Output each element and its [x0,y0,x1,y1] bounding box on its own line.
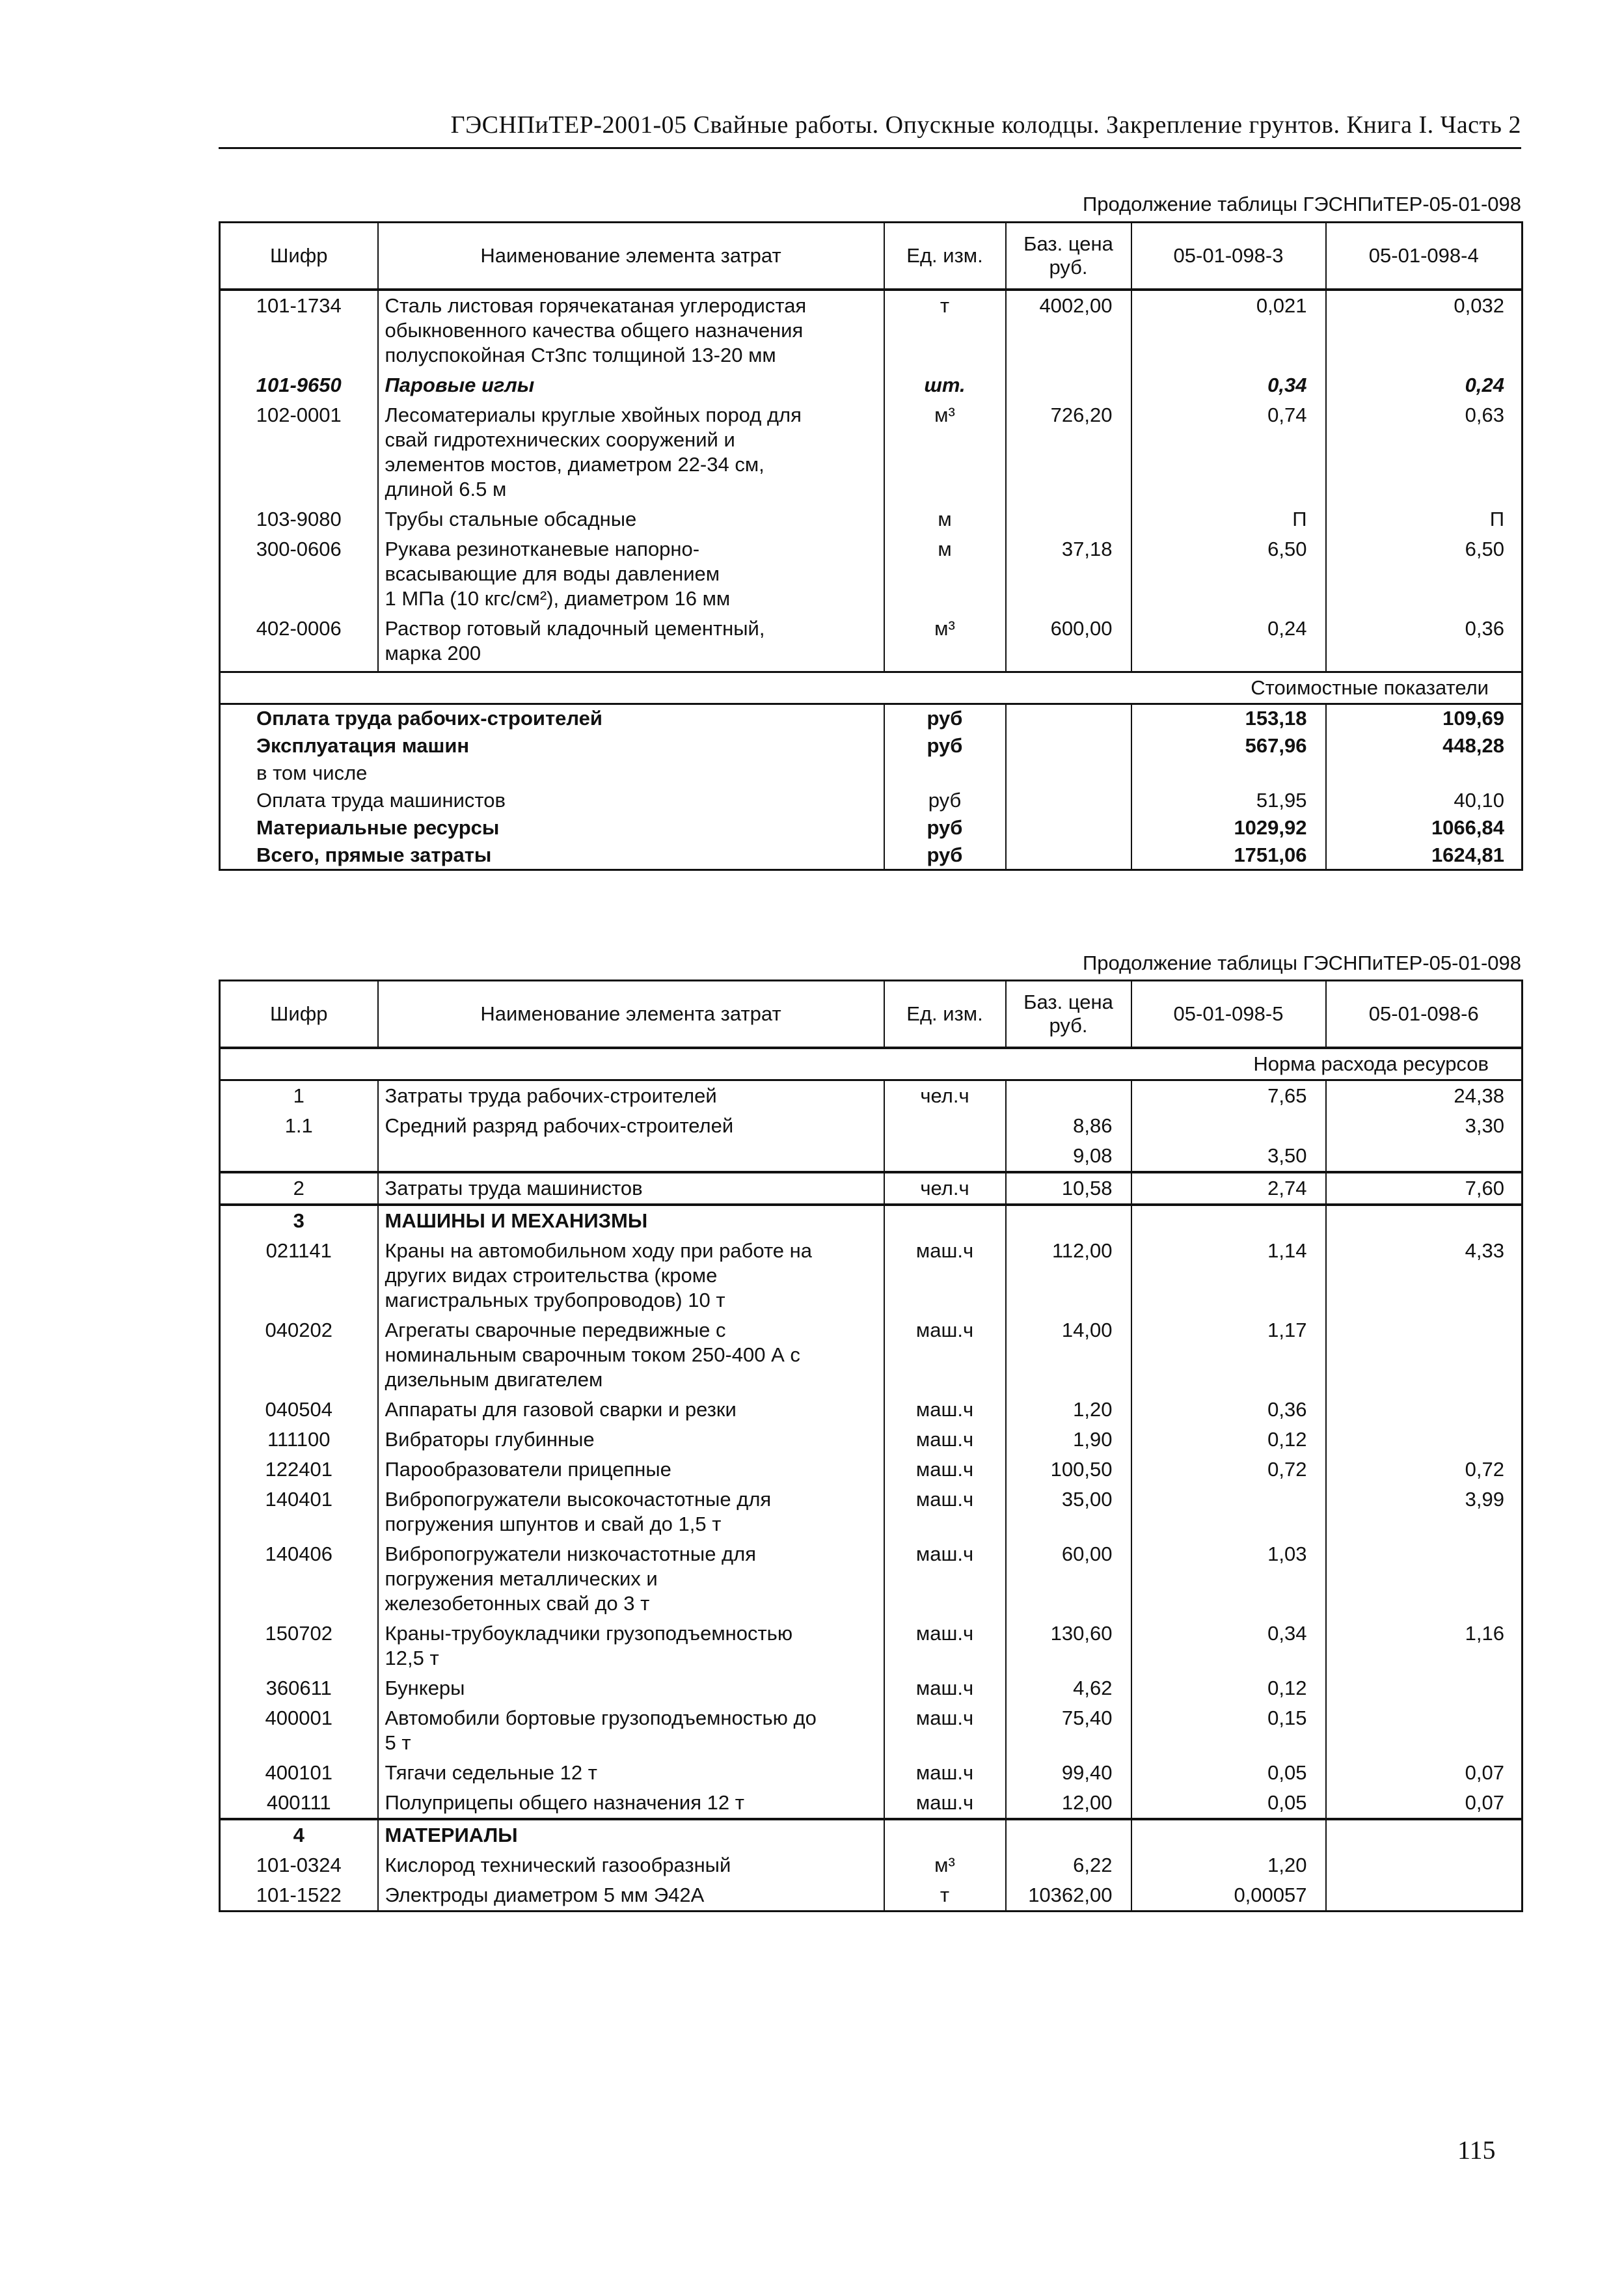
cell-value-b: 6,50 [1326,534,1522,614]
cost-unit: руб [884,787,1006,814]
cost-label: Оплата труда машинистов [220,787,884,814]
cell-base-price: 75,40 [1006,1703,1131,1758]
cell-name: Бункеры [378,1673,884,1703]
cell-value-a: 2,74 [1131,1172,1326,1205]
cell-value-a: 0,34 [1131,370,1326,400]
cell-code: 102-0001 [220,400,378,504]
header-col-5: 05-01-098-5 [1131,981,1326,1049]
cell-unit: м³ [884,1850,1006,1880]
cell-base-price: 1,20 [1006,1395,1131,1425]
cell-code: 140406 [220,1539,378,1619]
header-code: Шифр [220,223,378,290]
cell-unit: маш.ч [884,1455,1006,1485]
cell-unit: м [884,534,1006,614]
cell-value-a [1131,1205,1326,1236]
cell-name: Средний разряд рабочих-строителей [378,1111,884,1141]
cell-value-b [1326,1205,1522,1236]
cell-unit [884,1141,1006,1172]
cell-name: Паровые иглы [378,370,884,400]
cell-value-a: 0,74 [1131,400,1326,504]
cost-base-price [1006,814,1131,842]
cell-code: 360611 [220,1673,378,1703]
table-row [220,1673,1522,1703]
cell-base-price: 8,86 [1006,1111,1131,1141]
cell-value-b [1326,1819,1522,1850]
table-row [220,1539,1522,1619]
cell-value-b [1326,1539,1522,1619]
cell-name: Краны-трубоукладчики грузоподъемностью 12,5 т [378,1619,884,1673]
section-label: Стоимостные показатели [220,672,1522,704]
header-unit: Ед. изм. [884,223,1006,290]
cell-unit: м [884,504,1006,534]
header-name: Наименование элемента затрат [378,981,884,1049]
cell-code: 101-1734 [220,290,378,370]
table-row [220,1485,1522,1539]
header-col-4: 05-01-098-4 [1326,223,1522,290]
cell-base-price: 35,00 [1006,1485,1131,1539]
cell-value-b [1326,1880,1522,1912]
cost-value-4: 40,10 [1326,787,1522,814]
cell-value-a: 0,021 [1131,290,1326,370]
cost-unit: руб [884,842,1006,870]
cell-code: 400001 [220,1703,378,1758]
cost-label: Эксплуатация машин [220,732,884,760]
cell-value-a: 3,50 [1131,1141,1326,1172]
cell-unit: маш.ч [884,1788,1006,1819]
cost-value-4: 448,28 [1326,732,1522,760]
cell-value-b [1326,1395,1522,1425]
table-row [220,1703,1522,1758]
cost-value-3: 51,95 [1131,787,1326,814]
cost-unit: руб [884,814,1006,842]
cost-row [220,732,1522,760]
cell-name: Лесоматериалы круглые хвойных пород для свай гидротехнических сооружений и элементов мостов, диаметром 22-34 см, длиной 6.5 м [378,400,884,504]
cost-value-3: 1029,92 [1131,814,1326,842]
table-header-row [220,981,1522,1049]
cell-unit: маш.ч [884,1539,1006,1619]
cell-unit: маш.ч [884,1395,1006,1425]
cell-name: Агрегаты сварочные передвижные с номинальным сварочным током 250-400 А с дизельным двигателем [378,1315,884,1395]
cell-base-price: 112,00 [1006,1236,1131,1315]
cell-base-price: 10362,00 [1006,1880,1131,1912]
cell-code: 400111 [220,1788,378,1819]
cell-value-a: 0,12 [1131,1425,1326,1455]
cell-value-b: 7,60 [1326,1172,1522,1205]
cell-value-b: П [1326,504,1522,534]
cost-unit: руб [884,704,1006,733]
cell-base-price: 10,58 [1006,1172,1131,1205]
cell-base-price: 4002,00 [1006,290,1131,370]
cell-name [378,1141,884,1172]
cell-value-a: 0,12 [1131,1673,1326,1703]
cost-unit [884,760,1006,787]
cell-name: Тягачи седельные 12 т [378,1758,884,1788]
cost-value-3: 567,96 [1131,732,1326,760]
cell-value-a: 1,20 [1131,1850,1326,1880]
table1-continuation-label: Продолжение таблицы ГЭСНПиТЕР-05-01-098 [1083,193,1521,215]
cell-base-price [1006,1080,1131,1112]
cell-unit [884,1111,1006,1141]
cell-code: 1.1 [220,1111,378,1141]
cell-code: 101-0324 [220,1850,378,1880]
table-row [220,290,1522,370]
table-row [220,400,1522,504]
cell-base-price: 12,00 [1006,1788,1131,1819]
resource-table-1 [219,221,1523,871]
cell-name: Раствор готовый кладочный цементный, марка 200 [378,614,884,672]
cell-base-price: 130,60 [1006,1619,1131,1673]
cell-value-a: 1,03 [1131,1539,1326,1619]
cell-value-a: 0,05 [1131,1758,1326,1788]
cell-unit: маш.ч [884,1673,1006,1703]
cell-unit: т [884,1880,1006,1912]
cost-value-4 [1326,760,1522,787]
cost-value-4: 1066,84 [1326,814,1522,842]
table-row [220,1080,1522,1112]
cell-base-price: 37,18 [1006,534,1131,614]
cell-unit: чел.ч [884,1172,1006,1205]
cost-value-4: 1624,81 [1326,842,1522,870]
cell-unit: маш.ч [884,1236,1006,1315]
table-row [220,370,1522,400]
cell-name: Вибраторы глубинные [378,1425,884,1455]
cell-code: 122401 [220,1455,378,1485]
table-row [220,1205,1522,1236]
cell-unit: маш.ч [884,1758,1006,1788]
cell-name: Вибропогружатели высокочастотные для погружения шпунтов и свай до 1,5 т [378,1485,884,1539]
cell-base-price: 726,20 [1006,400,1131,504]
cell-value-a: 0,15 [1131,1703,1326,1758]
cell-value-b: 24,38 [1326,1080,1522,1112]
cell-code: 101-1522 [220,1880,378,1912]
cell-base-price: 60,00 [1006,1539,1131,1619]
header-col-6: 05-01-098-6 [1326,981,1522,1049]
cell-base-price [1006,1205,1131,1236]
cell-code: 040504 [220,1395,378,1425]
cell-base-price: 99,40 [1006,1758,1131,1788]
cost-label: Материальные ресурсы [220,814,884,842]
cell-base-price [1006,504,1131,534]
cell-value-b [1326,1315,1522,1395]
cell-value-b: 0,36 [1326,614,1522,672]
table-row [220,1758,1522,1788]
cell-code: 040202 [220,1315,378,1395]
cell-code: 402-0006 [220,614,378,672]
cell-name: Затраты труда рабочих-строителей [378,1080,884,1112]
cell-name: Автомобили бортовые грузоподъемностью до 5 т [378,1703,884,1758]
cell-value-b [1326,1141,1522,1172]
cell-unit: т [884,290,1006,370]
cell-base-price: 14,00 [1006,1315,1131,1395]
cell-base-price: 100,50 [1006,1455,1131,1485]
section-label-row [220,672,1522,704]
cell-base-price: 6,22 [1006,1850,1131,1880]
cell-name: Затраты труда машинистов [378,1172,884,1205]
cell-base-price [1006,370,1131,400]
table-row [220,1850,1522,1880]
cell-name: Полуприцепы общего назначения 12 т [378,1788,884,1819]
cell-name: МАТЕРИАЛЫ [378,1819,884,1850]
cell-name: Рукава резинотканевые напорно- всасывающие для воды давлением 1 МПа (10 кгс/см²), диаметром 16 мм [378,534,884,614]
cell-value-b: 0,07 [1326,1758,1522,1788]
cell-value-a: 7,65 [1131,1080,1326,1112]
cell-name: Аппараты для газовой сварки и резки [378,1395,884,1425]
cell-value-a: 0,36 [1131,1395,1326,1425]
cell-unit: шт. [884,370,1006,400]
cost-label: в том числе [220,760,884,787]
cell-unit: маш.ч [884,1485,1006,1539]
table2-continuation-label: Продолжение таблицы ГЭСНПиТЕР-05-01-098 [1083,952,1521,974]
resource-table-2 [219,980,1523,1912]
cost-label: Всего, прямые затраты [220,842,884,870]
table-row [220,534,1522,614]
cell-value-a: П [1131,504,1326,534]
cell-value-b: 3,30 [1326,1111,1522,1141]
table-row [220,1880,1522,1912]
cell-unit [884,1205,1006,1236]
header-base-price: Баз. цена руб. [1006,981,1131,1049]
header-rule [219,147,1521,149]
table-row [220,1172,1522,1205]
cell-value-b: 0,032 [1326,290,1522,370]
table-row [220,1619,1522,1673]
header-base-price: Баз. цена руб. [1006,223,1131,290]
cell-value-a [1131,1485,1326,1539]
cell-value-b: 0,72 [1326,1455,1522,1485]
table-row [220,1819,1522,1850]
table-header-row [220,223,1522,290]
cell-name: Сталь листовая горячекатаная углеродистая обыкновенного качества общего назначения полуспокойная Ст3пс толщиной 13-20 мм [378,290,884,370]
cell-code: 103-9080 [220,504,378,534]
cell-value-b: 4,33 [1326,1236,1522,1315]
cell-unit: чел.ч [884,1080,1006,1112]
header-col-3: 05-01-098-3 [1131,223,1326,290]
cost-base-price [1006,704,1131,733]
cell-name: Электроды диаметром 5 мм Э42А [378,1880,884,1912]
cell-base-price: 9,08 [1006,1141,1131,1172]
cell-value-a: 1,14 [1131,1236,1326,1315]
running-head: ГЭСНПиТЕР-2001-05 Свайные работы. Опускные колодцы. Закрепление грунтов. Книга I. Часть 2 [450,111,1521,139]
cost-row [220,787,1522,814]
cell-unit: маш.ч [884,1315,1006,1395]
header-unit: Ед. изм. [884,981,1006,1049]
cost-base-price [1006,760,1131,787]
cell-value-a [1131,1111,1326,1141]
cell-value-b [1326,1425,1522,1455]
table-row [220,1236,1522,1315]
cost-value-4: 109,69 [1326,704,1522,733]
header-code: Шифр [220,981,378,1049]
cell-name: Вибропогружатели низкочастотные для погружения металлических и железобетонных свай до 3 т [378,1539,884,1619]
cost-row [220,842,1522,870]
cost-label: Оплата труда рабочих-строителей [220,704,884,733]
cell-unit: маш.ч [884,1425,1006,1455]
cell-unit: маш.ч [884,1619,1006,1673]
table-row [220,1141,1522,1172]
cell-value-b [1326,1703,1522,1758]
cell-base-price: 4,62 [1006,1673,1131,1703]
cell-code: 300-0606 [220,534,378,614]
cell-unit [884,1819,1006,1850]
cost-value-3 [1131,760,1326,787]
cell-code: 3 [220,1205,378,1236]
cell-base-price: 600,00 [1006,614,1131,672]
cost-row [220,760,1522,787]
cell-code: 111100 [220,1425,378,1455]
page-number: 115 [1457,2135,1496,2165]
cell-code: 2 [220,1172,378,1205]
cell-code: 1 [220,1080,378,1112]
cell-value-b [1326,1850,1522,1880]
cost-base-price [1006,842,1131,870]
section-label: Норма расхода ресурсов [220,1048,1522,1080]
table-row [220,1315,1522,1395]
cell-name: Краны на автомобильном ходу при работе на других видах строительства (кроме магистральных трубопроводов) 10 т [378,1236,884,1315]
section-label-row [220,1048,1522,1080]
cell-value-b: 0,63 [1326,400,1522,504]
cell-value-b: 0,24 [1326,370,1522,400]
table-row [220,614,1522,672]
table-row [220,1395,1522,1425]
cell-value-b [1326,1673,1522,1703]
table-row [220,1455,1522,1485]
cell-value-a: 0,05 [1131,1788,1326,1819]
cell-value-a: 6,50 [1131,534,1326,614]
cell-base-price: 1,90 [1006,1425,1131,1455]
cell-value-a: 0,34 [1131,1619,1326,1673]
table-row [220,1425,1522,1455]
cell-value-a: 0,00057 [1131,1880,1326,1912]
table-row [220,1788,1522,1819]
table-row [220,504,1522,534]
cell-code: 021141 [220,1236,378,1315]
cell-code [220,1141,378,1172]
cell-value-b: 1,16 [1326,1619,1522,1673]
table-row [220,1111,1522,1141]
cell-value-a: 0,72 [1131,1455,1326,1485]
cost-value-3: 1751,06 [1131,842,1326,870]
cell-value-b: 0,07 [1326,1788,1522,1819]
header-name: Наименование элемента затрат [378,223,884,290]
cost-base-price [1006,787,1131,814]
cell-value-a: 0,24 [1131,614,1326,672]
cell-name: Парообразователи прицепные [378,1455,884,1485]
cost-row [220,704,1522,733]
cell-value-b: 3,99 [1326,1485,1522,1539]
cell-unit: маш.ч [884,1703,1006,1758]
cell-code: 101-9650 [220,370,378,400]
cell-value-a: 1,17 [1131,1315,1326,1395]
cell-unit: м³ [884,400,1006,504]
cell-name: Трубы стальные обсадные [378,504,884,534]
cost-base-price [1006,732,1131,760]
cell-name: Кислород технический газообразный [378,1850,884,1880]
cell-base-price [1006,1819,1131,1850]
cost-unit: руб [884,732,1006,760]
cost-value-3: 153,18 [1131,704,1326,733]
cell-name: МАШИНЫ И МЕХАНИЗМЫ [378,1205,884,1236]
cell-code: 140401 [220,1485,378,1539]
cell-unit: м³ [884,614,1006,672]
cell-code: 400101 [220,1758,378,1788]
cost-row [220,814,1522,842]
cell-code: 150702 [220,1619,378,1673]
cell-value-a [1131,1819,1326,1850]
cell-code: 4 [220,1819,378,1850]
